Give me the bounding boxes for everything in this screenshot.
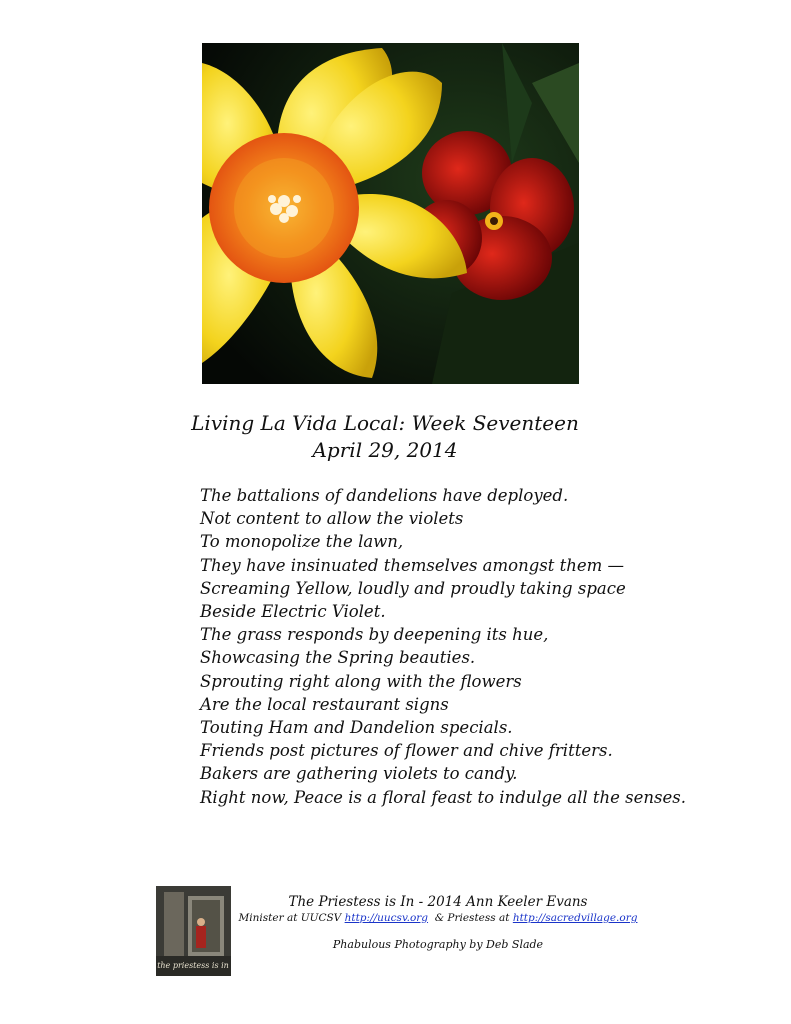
poem-line: The grass responds by deepening its hue, bbox=[200, 625, 549, 645]
uucsv-link[interactable]: http://uucsv.org bbox=[344, 912, 429, 924]
daffodil-and-pansy-image bbox=[202, 43, 579, 384]
footer-author: The Priestess is In - 2014 Ann Keeler Evans bbox=[288, 894, 588, 910]
poem-title bbox=[180, 410, 590, 464]
poem-line: Beside Electric Violet. bbox=[200, 602, 386, 622]
minister-text: Minister at UUCSV bbox=[238, 912, 342, 924]
poem-line: Are the local restaurant signs bbox=[200, 694, 449, 714]
poem-line: Right now, Peace is a floral feast to indulge all the senses. bbox=[200, 787, 686, 807]
footer-affiliations bbox=[228, 911, 648, 926]
poem-line: Bakers are gathering violets to candy. bbox=[200, 764, 518, 784]
poem-line: They have insinuated themselves amongst them — bbox=[200, 555, 625, 575]
flower-photo bbox=[202, 43, 579, 384]
title-heading: Living La Vida Local: Week Seventeen bbox=[191, 411, 579, 435]
title-date: April 29, 2014 bbox=[312, 438, 458, 462]
poem-line: To monopolize the lawn, bbox=[200, 532, 404, 552]
poem-line: Friends post pictures of flower and chive fritters. bbox=[200, 741, 613, 761]
sacred-village-link[interactable]: http://sacredvillage.org bbox=[512, 912, 638, 924]
photo-credit: Phabulous Photography by Deb Slade bbox=[332, 938, 544, 951]
poem-line: Screaming Yellow, loudly and proudly taking space bbox=[200, 578, 626, 598]
poem-line: Not content to allow the violets bbox=[200, 509, 464, 529]
poem-line: Touting Ham and Dandelion specials. bbox=[200, 718, 513, 738]
poem-line: Showcasing the Spring beauties. bbox=[200, 648, 476, 668]
poem-body bbox=[200, 484, 686, 809]
poem-line: The battalions of dandelions have deployed. bbox=[200, 486, 569, 505]
poem-line: Sprouting right along with the flowers bbox=[200, 671, 522, 691]
priestess-logo-image bbox=[156, 886, 231, 976]
footer bbox=[228, 893, 648, 952]
priestess-text: & Priestess at bbox=[434, 912, 510, 924]
thumb-caption: the priestess is in bbox=[157, 961, 229, 970]
